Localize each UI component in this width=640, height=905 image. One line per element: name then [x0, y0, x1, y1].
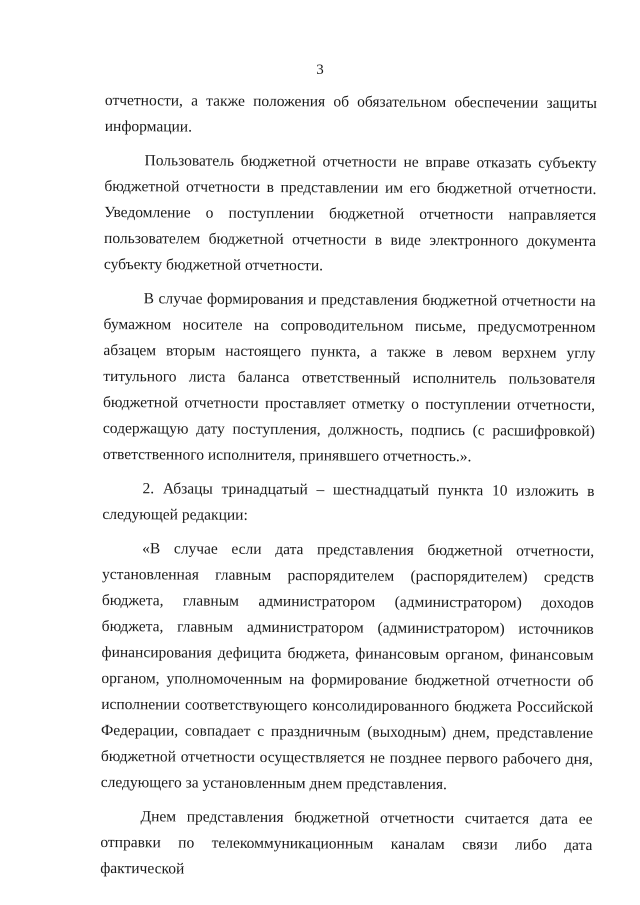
paragraph-holiday-rule: «В случае если дата представления бюджетной отчетности, установленная главным распорядителем (распорядителем) средств бюджета, главным администратором (администратором) доходов бюджета, главным администратором (администратором) источников финансирования дефицита бюджета, финансовым органом, финансовым органом, уполномоченным на формирование бюджетной отчетности об исполнении соответствующего консолидированного бюджета Российской Федерации, совпадает с праздничным (выходным) днем, представление бюджетной отчетности осуществляется не позднее первого рабочего дня, следующего за установленным днем представления.: [100, 540, 595, 794]
page-number: 3: [316, 62, 324, 78]
paragraph-paper-submission: В случае формирования и представления бюджетной отчетности на бумажном носителе на сопроводительном письме, предусмотренном абзацем вторым настоящего пункта, а также в левом верхнем углу титульного листа баланса ответственный исполнитель пользователя бюджетной отчетности проставляет отметку о поступлении отчетности, содержащую дату поступления, должность, подпись (с расшифровкой) ответственного исполнителя, принявшего отчетность.».: [102, 290, 596, 466]
paragraph-user-notification: Пользователь бюджетной отчетности не вправе отказать субъекту бюджетной отчетности в представлении им его бюджетной отчетности. Уведомление о поступлении бюджетной отчетности направляется пользователем бюджетной отчетности в виде электронного документа субъекту бюджетной отчетности.: [103, 152, 597, 275]
document-body: [100, 88, 597, 893]
paragraph-submission-date: Днем представления бюджетной отчетности считается дата ее отправки по телекоммуникационным каналам связи либо дата фактической: [100, 808, 593, 878]
paragraph-amendment-item-2: 2. Абзацы тринадцатый – шестнадцатый пункта 10 изложить в следующей редакции:: [102, 480, 595, 524]
paragraph-continuation: отчетности, а также положения об обязательном обеспечении защиты информации.: [104, 91, 597, 136]
